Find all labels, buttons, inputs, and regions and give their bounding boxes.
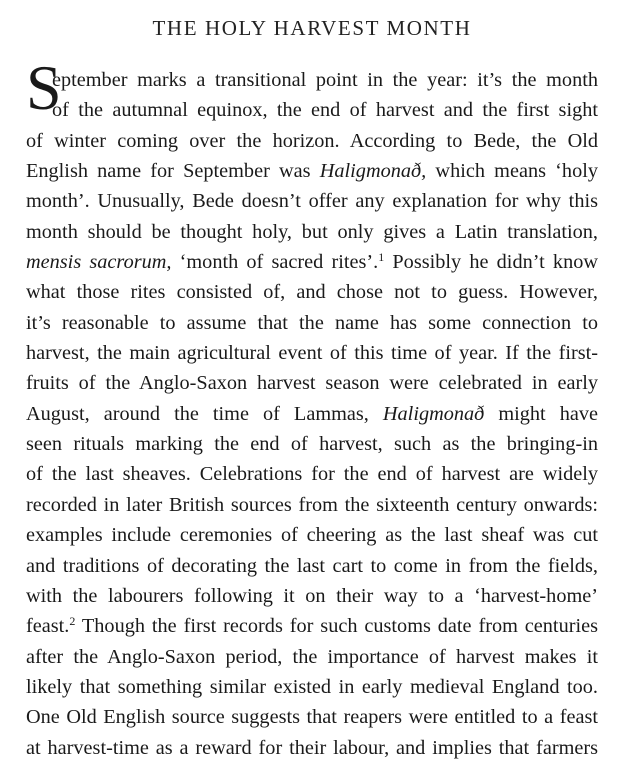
page [26,12,598,763]
text-run: Possibly he didn’t know [384,251,598,274]
text-line [26,551,598,581]
text-run: ‘month of sacred rites’. [171,251,379,274]
text-run: examples include ceremonies of cheering as the last sheaf was cut [26,524,598,547]
text-line [26,520,598,550]
text-line [26,733,598,763]
body-paragraph [26,65,598,763]
text-line [26,95,598,125]
italic-term: Haligmonað, [319,160,427,183]
text-line [26,308,598,338]
text-line [26,672,598,702]
text-run: English name for September was [26,160,320,183]
text-run: recorded in later British sources from the sixteenth century onwards: [26,493,598,516]
text-run: it’s reasonable to assume that the name has some connection to [26,311,598,334]
text-run: and traditions of decorating the last cart to come in from the fields, [26,554,598,577]
text-run: seen rituals marking the end of harvest, such as the bringing-in [26,433,598,456]
text-run: One Old English source suggests that reapers were entitled to a feast [26,706,598,729]
text-line [26,368,598,398]
text-run: of winter coming over the horizon. According to Bede, the Old [26,129,598,152]
text-run: Though the first records for such customs date from centuries [75,615,598,638]
text-line [26,702,598,732]
text-line [26,65,598,95]
text-run: of the last sheaves. Celebrations for the end of harvest are widely [26,463,598,486]
text-run: what those rites consisted of, and chose not to guess. However, [26,281,598,304]
text-line [26,399,598,429]
text-line [26,338,598,368]
text-run: fruits of the Anglo-Saxon harvest season were celebrated in early [26,372,598,395]
text-line [26,429,598,459]
text-run: after the Anglo-Saxon period, the importance of harvest makes it [26,645,598,668]
text-run: might have [484,402,598,425]
text-line [26,459,598,489]
italic-term: mensis sacrorum, [26,251,172,274]
chapter-heading: THE HOLY HARVEST MONTH [152,16,472,40]
text-run: of the autumnal equinox, the end of harvest and the first sight [52,99,598,122]
text-line [26,247,598,277]
text-run: which means ‘holy [426,160,598,183]
text-run: eptember marks a transitional point in the year: it’s the month [52,69,598,91]
footnote-marker: 1 [378,250,385,265]
italic-term: Haligmonað [382,402,485,425]
text-run: with the labourers following it on their way to a ‘harvest-home’ [26,584,598,607]
text-line [26,126,598,156]
text-run: likely that something similar existed in early medieval England too. [26,675,598,698]
text-line [26,642,598,672]
text-line [26,490,598,520]
text-line [26,186,598,216]
text-run: month should be thought holy, but only gives a Latin translation, [26,220,598,243]
text-line [26,217,598,247]
text-run: August, around the time of Lammas, [26,402,383,425]
text-line [26,277,598,307]
footnote-marker: 2 [69,614,76,629]
text-line [26,581,598,611]
text-line [26,156,598,186]
text-run: feast. [26,615,70,638]
text-run: month’. Unusually, Bede doesn’t offer any explanation for why this [26,190,598,213]
text-run: at harvest-time as a reward for their labour, and implies that farmers [26,736,598,759]
text-line [26,611,598,641]
drop-cap: S [26,52,62,123]
text-run: harvest, the main agricultural event of this time of year. If the first- [26,342,598,365]
